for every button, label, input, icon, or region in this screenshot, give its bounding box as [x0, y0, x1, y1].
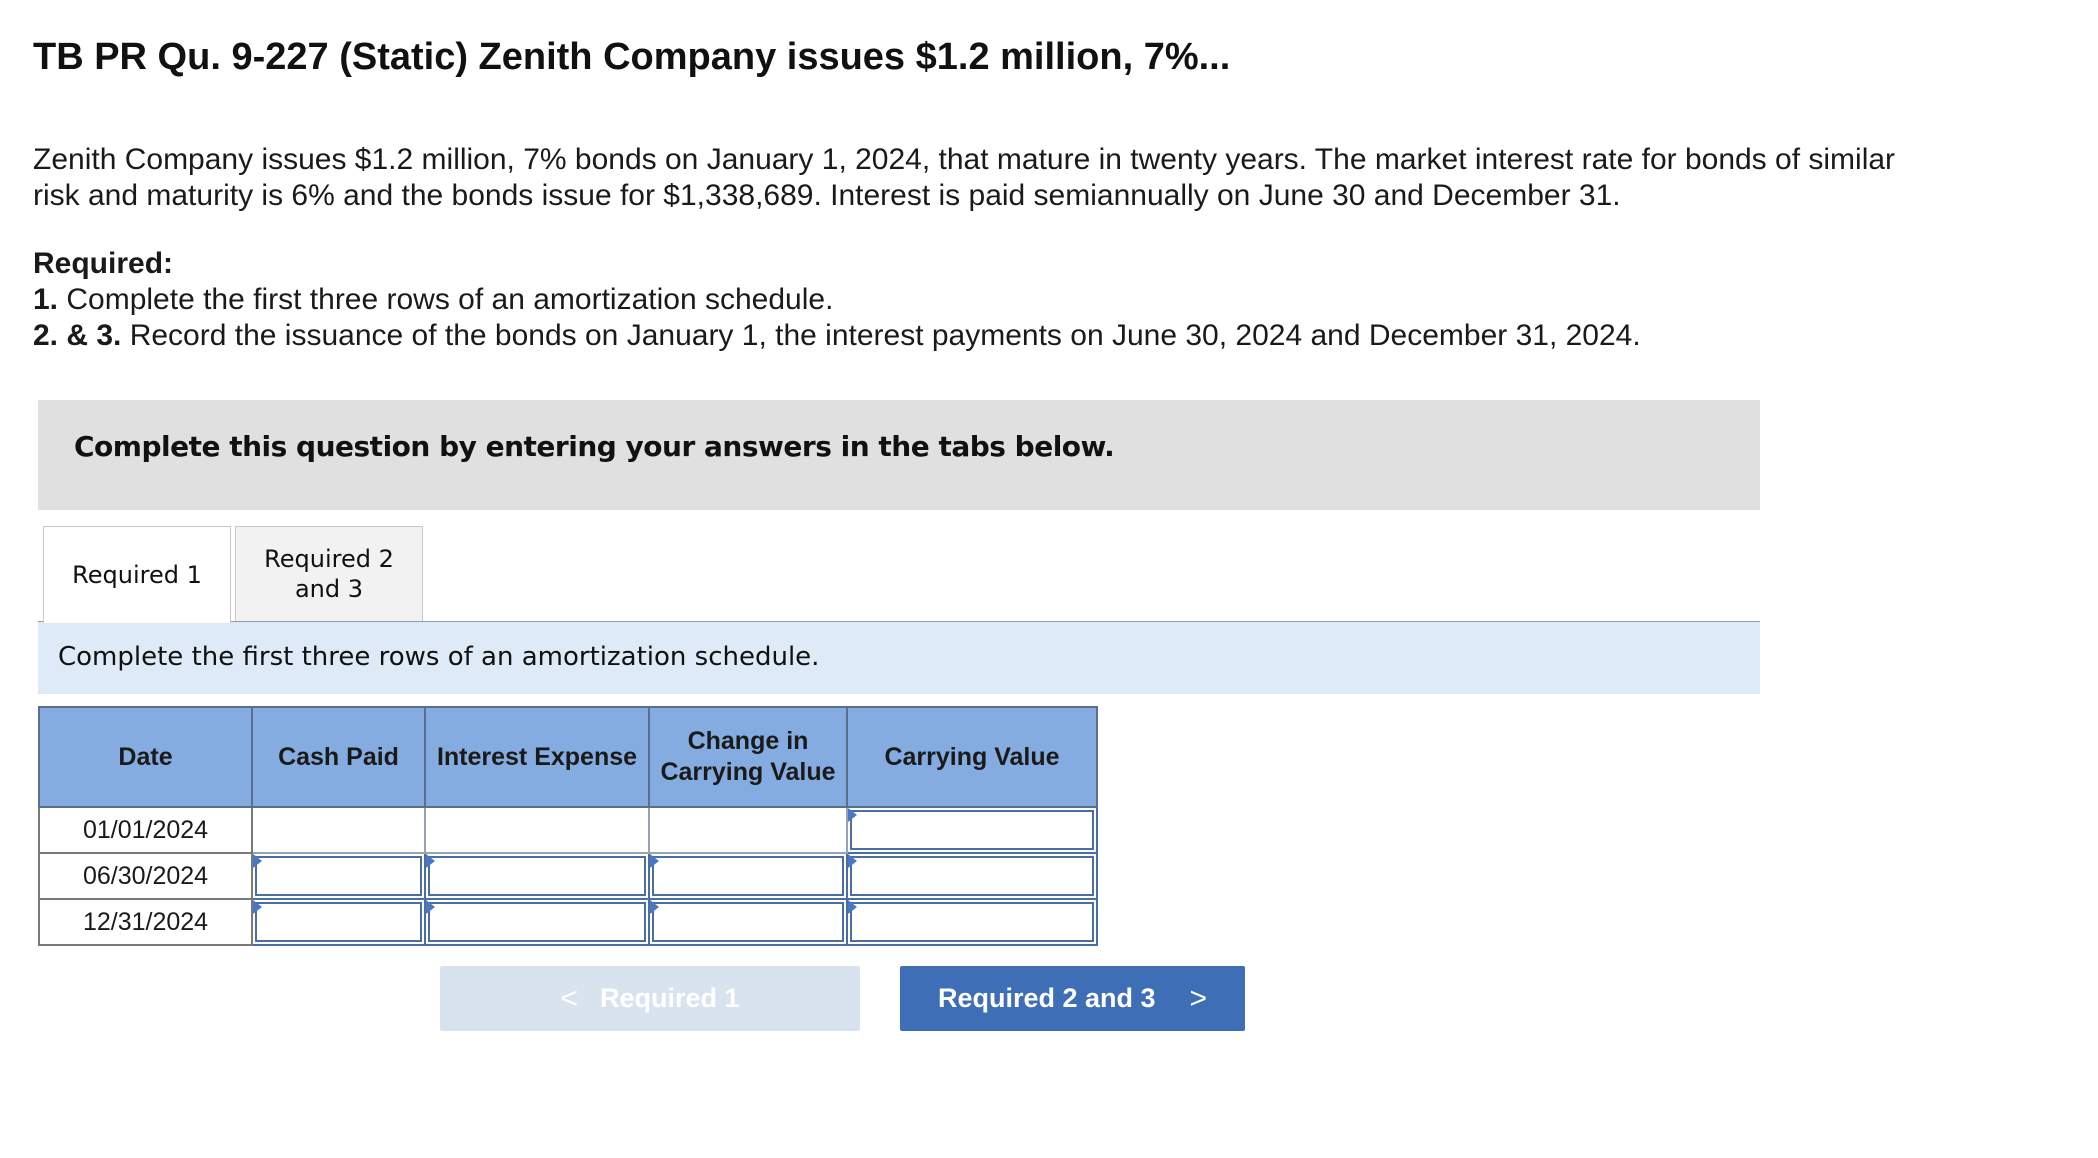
input-marker-icon: [848, 854, 857, 868]
tab-required-1-label: Required 1: [72, 561, 202, 589]
carrying-value-input[interactable]: [847, 899, 1097, 945]
instruction-banner: [38, 400, 1760, 510]
input-box[interactable]: [652, 902, 844, 942]
input-marker-icon: [650, 900, 659, 914]
next-required-button[interactable]: [900, 966, 1245, 1031]
input-marker-icon: [848, 900, 857, 914]
input-box[interactable]: [850, 810, 1094, 850]
table-row: [39, 853, 1097, 899]
previous-button-label: Required 1: [599, 983, 740, 1013]
carrying-value-input[interactable]: [847, 807, 1097, 853]
interest-expense-input[interactable]: [425, 899, 649, 945]
header-change-in-carrying-value: Change in Carrying Value: [649, 707, 847, 807]
tab-panel-instruction: [38, 621, 1760, 694]
chevron-left-icon: <: [560, 981, 578, 1015]
tab-required-1[interactable]: [43, 526, 231, 623]
change-in-carrying-value-cell-disabled: [649, 807, 847, 853]
header-cash-paid: Cash Paid: [252, 707, 425, 807]
previous-required-button: [440, 966, 860, 1031]
header-date: Date: [39, 707, 252, 807]
chevron-right-icon: >: [1189, 981, 1208, 1015]
input-marker-icon: [253, 900, 262, 914]
cash-paid-cell-disabled: [252, 807, 425, 853]
input-box[interactable]: [652, 856, 844, 896]
input-box[interactable]: [850, 856, 1094, 896]
table-row: [39, 807, 1097, 853]
date-cell: 01/01/2024: [39, 807, 252, 853]
cash-paid-input[interactable]: [252, 853, 425, 899]
interest-expense-input[interactable]: [425, 853, 649, 899]
change-in-carrying-value-input[interactable]: [649, 853, 847, 899]
table-row: [39, 899, 1097, 945]
required-section: [33, 246, 1641, 354]
interest-expense-cell-disabled: [425, 807, 649, 853]
input-box[interactable]: [850, 902, 1094, 942]
input-marker-icon: [253, 854, 262, 868]
required-item-1-number: 1.: [33, 283, 59, 316]
instruction-banner-text: Complete this question by entering your answers in the tabs below.: [74, 430, 1115, 463]
date-cell: 12/31/2024: [39, 899, 252, 945]
next-button-label: Required 2 and 3: [937, 983, 1156, 1013]
change-in-carrying-value-input[interactable]: [649, 899, 847, 945]
required-item-2-3-text: Record the issuance of the bonds on January 1, the interest payments on June 30, 2024 and December 31, 2024.: [121, 319, 1641, 352]
cash-paid-input[interactable]: [252, 899, 425, 945]
date-cell: 06/30/2024: [39, 853, 252, 899]
table-header-row: [39, 707, 1097, 807]
question-intro: Zenith Company issues $1.2 million, 7% bonds on January 1, 2024, that mature in twenty years. The market interest rate for bonds of similar risk and maturity is 6% and the bonds issue for $1,338,689. Interest is paid semiannually on June 30 and December 31.: [33, 143, 1896, 212]
carrying-value-input[interactable]: [847, 853, 1097, 899]
input-marker-icon: [426, 900, 435, 914]
input-box[interactable]: [428, 856, 646, 896]
header-carrying-value: Carrying Value: [847, 707, 1097, 807]
header-interest-expense: Interest Expense: [425, 707, 649, 807]
tab-required-2-and-3[interactable]: [235, 526, 423, 622]
input-box[interactable]: [428, 902, 646, 942]
panel-instruction-text: Complete the first three rows of an amortization schedule.: [58, 642, 820, 672]
tab-required-2-and-3-label: Required 2 and 3: [264, 545, 394, 603]
required-item-2-3: [33, 318, 1641, 354]
required-item-2-3-number: 2. & 3.: [33, 319, 122, 352]
input-marker-icon: [848, 808, 857, 822]
input-box[interactable]: [255, 856, 422, 896]
input-marker-icon: [650, 854, 659, 868]
required-heading: Required:: [33, 247, 174, 280]
required-item-1-text: Complete the first three rows of an amortization schedule.: [58, 283, 834, 316]
required-item-1: [33, 282, 1641, 318]
amortization-table: [38, 706, 1098, 946]
input-marker-icon: [426, 854, 435, 868]
input-box[interactable]: [255, 902, 422, 942]
question-title: TB PR Qu. 9-227 (Static) Zenith Company issues $1.2 million, 7%...: [33, 36, 1231, 78]
